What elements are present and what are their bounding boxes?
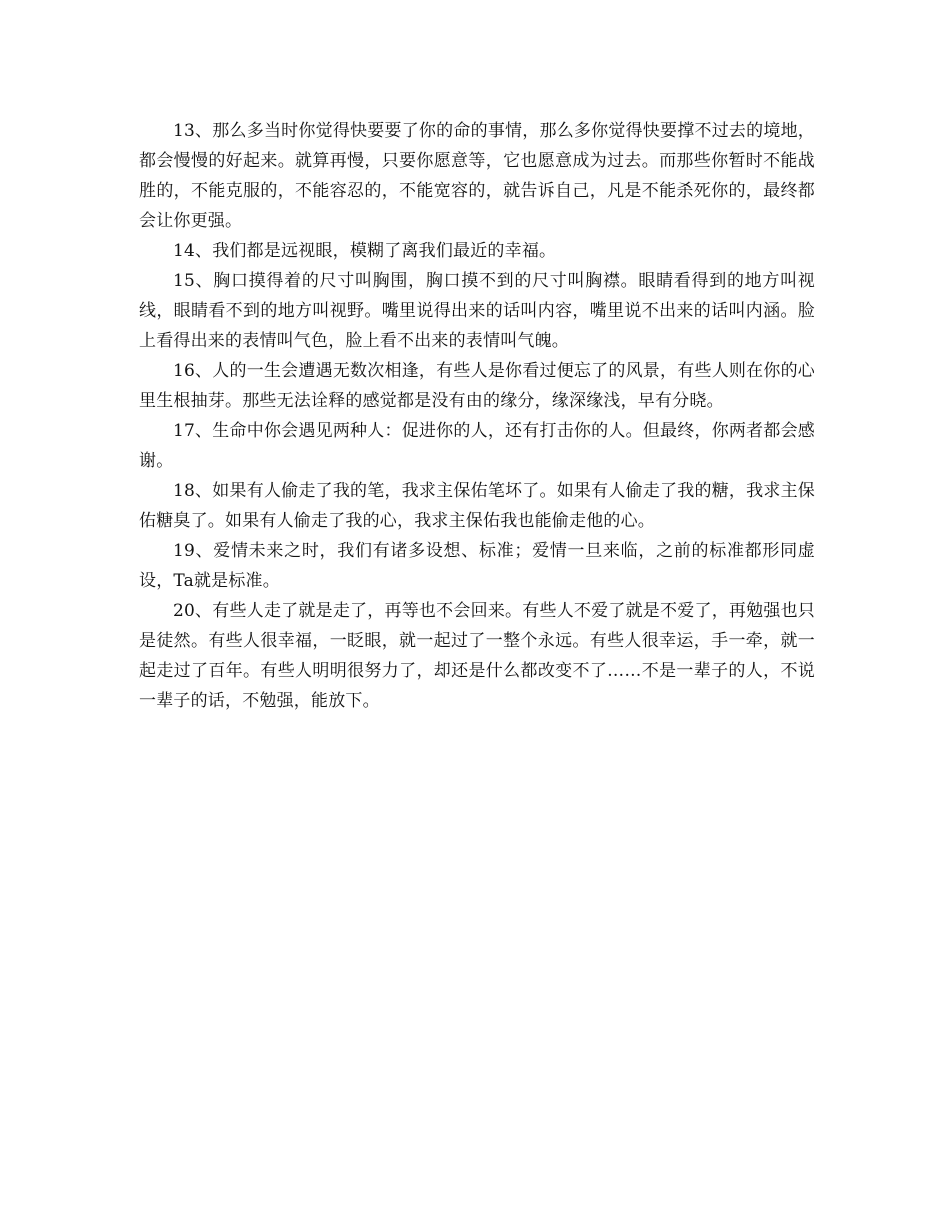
- paragraph-14: 14、我们都是远视眼，模糊了离我们最近的幸福。: [173, 241, 557, 261]
- paragraph-13: 13、那么多当时你觉得快要要了你的命的事情，那么多你觉得快要撑不过去的境地，都会慢慢的好起来。就算再慢，只要你愿意等，它也愿意成为过去。而那些你暂时不能战胜的，不能克服的，不能容忍的，不能宽容的，就告诉自己，凡是不能杀死你的，最终都会让你更强。: [139, 121, 815, 231]
- paragraph-16: 16、人的一生会遭遇无数次相逢，有些人是你看过便忘了的风景，有些人则在你的心里生根抽芽。那些无法诠释的感觉都是没有由的缘分，缘深缘浅，早有分晓。: [139, 361, 815, 411]
- paragraph-17: 17、生命中你会遇见两种人：促进你的人，还有打击你的人。但最终，你两者都会感谢。: [139, 421, 815, 471]
- paragraph-15: 15、胸口摸得着的尺寸叫胸围，胸口摸不到的尺寸叫胸襟。眼睛看得到的地方叫视线，眼睛看不到的地方叫视野。嘴里说得出来的话叫内容，嘴里说不出来的话叫内涵。脸上看得出来的表情叫气色，脸上看不出来的表情叫气魄。: [139, 271, 815, 351]
- paragraph-19: 19、爱情未来之时，我们有诸多设想、标准；爱情一旦来临，之前的标准都形同虚设，Ta就是标准。: [139, 541, 815, 591]
- document-body: [139, 116, 815, 716]
- paragraph-20: 20、有些人走了就是走了，再等也不会回来。有些人不爱了就是不爱了，再勉强也只是徒然。有些人很幸福，一眨眼，就一起过了一整个永远。有些人很幸运，手一牵，就一起走过了百年。有些人明明很努力了，却还是什么都改变不了……不是一辈子的人，不说一辈子的话，不勉强，能放下。: [139, 601, 815, 711]
- paragraph-18: 18、如果有人偷走了我的笔，我求主保佑笔坏了。如果有人偷走了我的糖，我求主保佑糖臭了。如果有人偷走了我的心，我求主保佑我也能偷走他的心。: [139, 481, 815, 531]
